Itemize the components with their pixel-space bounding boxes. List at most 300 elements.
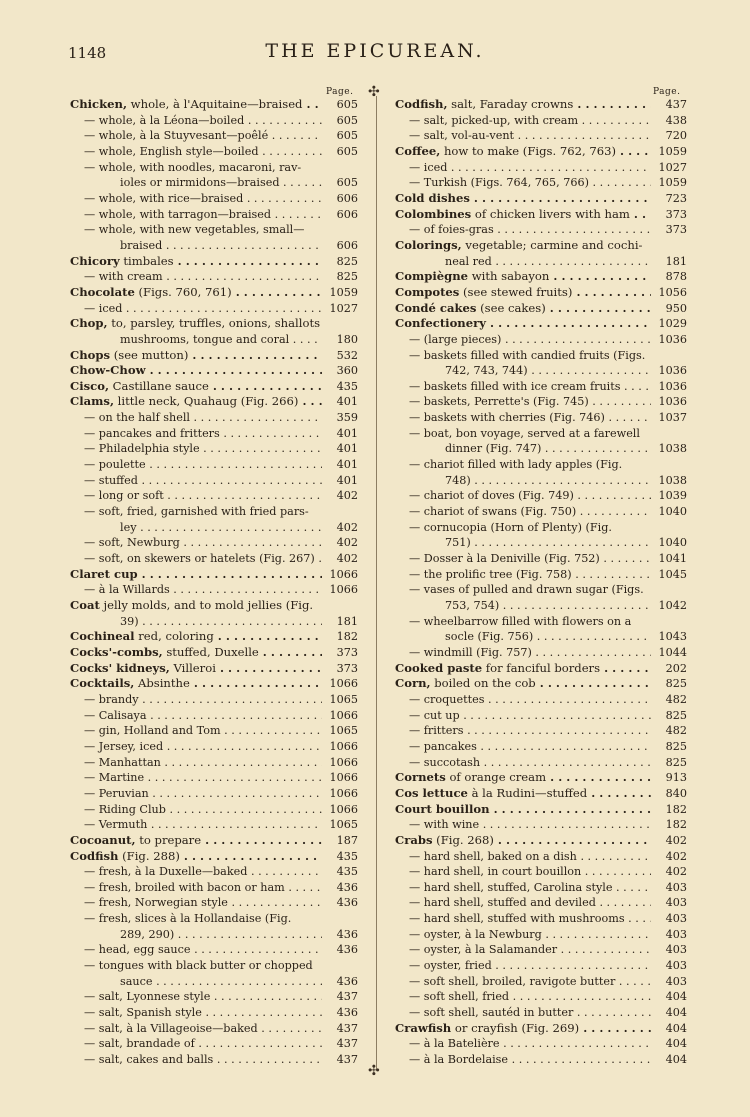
entry-text [70, 598, 322, 614]
entry-page-number: 436 [336, 974, 358, 988]
index-entry [70, 410, 358, 426]
index-entry [395, 645, 687, 661]
entry-page-number: 1066 [329, 771, 358, 785]
index-entry [70, 911, 358, 927]
entry-text [70, 567, 322, 583]
entry-page-number: 605 [336, 129, 358, 143]
index-entry [70, 144, 358, 160]
entry-text [395, 708, 651, 724]
entry-description: — à la Willards [84, 583, 170, 597]
entry-page-number: 840 [665, 786, 687, 800]
entry-keyword: Chicken, [70, 97, 127, 111]
entry-page-number: 180 [336, 332, 358, 346]
running-head-title: THE EPICUREAN. [265, 40, 485, 62]
index-entry [70, 661, 358, 677]
index-entry [70, 175, 358, 191]
index-entry [395, 520, 687, 536]
entry-page-number: 1027 [329, 301, 358, 315]
entry-page-number: 825 [665, 755, 687, 769]
entry-keyword: Chicory [70, 253, 120, 268]
entry-keyword: Chops [70, 347, 111, 362]
entry-description: — baskets, Perrette's (Fig. 745) [409, 395, 589, 409]
entry-text [70, 927, 322, 943]
entry-description: — Jersey, iced [84, 739, 164, 753]
entry-page-number: 532 [336, 348, 358, 362]
entry-page-number: 202 [665, 661, 687, 675]
entry-description: — with cream [84, 270, 163, 284]
entry-page-number: 437 [336, 990, 358, 1004]
index-entry [70, 457, 358, 473]
entry-text [70, 473, 322, 489]
entry-text [395, 128, 651, 144]
entry-text [395, 958, 651, 974]
entry-page-number: 1042 [658, 599, 687, 612]
index-entry [70, 598, 358, 614]
entry-description: timbales [119, 253, 174, 268]
entry-page-number: 402 [336, 552, 358, 566]
index-entry [395, 488, 687, 504]
index-column-left [70, 97, 358, 1068]
entry-text [70, 238, 322, 254]
entry-description: — Manhattan [84, 755, 161, 769]
index-entry [70, 614, 358, 630]
entry-page-number: 403 [665, 959, 687, 973]
entry-page-number: 1066 [329, 739, 358, 753]
entry-description: — whole, à la Léona—boiled [84, 113, 245, 127]
entry-keyword: Cocks'-combs, [70, 644, 163, 659]
entry-keyword: Cooked paste [395, 660, 483, 675]
entry-text [70, 1036, 322, 1052]
index-entry [395, 895, 687, 911]
index-entry [395, 692, 687, 708]
entry-keyword: Crawfish [395, 1020, 452, 1035]
entry-text [395, 927, 651, 943]
index-entry [395, 222, 687, 238]
entry-description: — salt, brandade of [84, 1037, 195, 1051]
entry-page-number: 482 [665, 724, 687, 738]
entry-description: sauce [120, 974, 153, 988]
entry-text [395, 473, 651, 489]
entry-text [70, 958, 322, 974]
entry-page-number: 1038 [658, 473, 687, 487]
index-entry [70, 97, 358, 113]
index-entry [395, 958, 687, 974]
entry-text [395, 113, 651, 129]
entry-description: — hard shell, in court bouillon [409, 865, 582, 879]
entry-page-number: 605 [336, 144, 358, 158]
index-entry [70, 238, 358, 254]
entry-text [70, 410, 322, 426]
entry-page-number: 878 [665, 270, 687, 284]
entry-keyword: Crabs [395, 832, 433, 847]
entry-keyword: Clams, [70, 394, 114, 409]
entry-text [70, 1021, 322, 1037]
index-entry [395, 426, 687, 442]
entry-page-number: 403 [665, 880, 687, 894]
entry-page-number: 359 [336, 411, 358, 425]
entry-text [395, 1052, 651, 1068]
entry-text [395, 629, 651, 645]
entry-keyword: Codfish [70, 848, 119, 863]
entry-description: — of foies-gras [409, 223, 494, 237]
entry-description: — whole, English style—boiled [84, 144, 259, 158]
entry-text [70, 1005, 322, 1021]
entry-description: — hard shell, stuffed with mushrooms [409, 912, 625, 926]
index-entry [70, 1052, 358, 1068]
entry-page-number: 1059 [329, 285, 358, 299]
entry-text [70, 1052, 322, 1068]
entry-page-number: 181 [336, 614, 358, 628]
entry-page-number: 403 [665, 912, 687, 926]
entry-keyword: Colorings, [395, 237, 462, 252]
entry-description: — croquettes [409, 692, 485, 706]
index-entry [395, 661, 687, 677]
entry-text [395, 222, 651, 238]
index-entry [395, 113, 687, 129]
entry-page-number: 401 [336, 458, 358, 472]
index-entry [395, 160, 687, 176]
entry-description: — fresh, broiled with bacon or ham [84, 880, 285, 894]
entry-text [395, 269, 651, 285]
entry-page-number: 1037 [658, 411, 687, 425]
entry-description: — baskets with cherries (Fig. 746) [409, 411, 605, 425]
entry-page-number: 373 [665, 207, 687, 221]
entry-text [70, 285, 322, 301]
entry-description: — salt, à la Villageoise—baked [84, 1021, 258, 1035]
entry-text [70, 332, 322, 348]
entry-description: of orange cream [445, 770, 547, 785]
entry-description: — whole, with rice—braised [84, 191, 244, 205]
index-entry [70, 864, 358, 880]
entry-page-number: 404 [665, 1021, 687, 1035]
index-entry [70, 676, 358, 692]
entry-text [70, 207, 322, 223]
entry-description: — salt, picked-up, with cream [409, 113, 579, 127]
entry-page-number: 360 [336, 364, 358, 378]
page-header [0, 38, 750, 68]
entry-keyword: Court bouillon [395, 801, 490, 816]
entry-page-number: 1066 [329, 755, 358, 769]
index-entry [395, 755, 687, 771]
page-number: 1148 [68, 44, 107, 62]
entry-page-number: 437 [336, 1053, 358, 1067]
entry-page-number: 1038 [658, 442, 687, 456]
entry-description: — succotash [409, 755, 481, 769]
entry-text [395, 739, 651, 755]
column-divider [376, 96, 377, 1070]
entry-description: — Martine [84, 771, 145, 785]
entry-page-number: 373 [336, 645, 358, 659]
entry-description: — soft shell, sautéd in butter [409, 1006, 574, 1020]
entry-description: — salt, vol-au-vent [409, 129, 515, 143]
entry-text [70, 426, 322, 442]
entry-text [395, 441, 651, 457]
entry-keyword: Cos lettuce [395, 785, 468, 800]
entry-page-number: 436 [336, 1006, 358, 1020]
entry-description: — hard shell, baked on a dish [409, 849, 577, 863]
entry-text [395, 144, 651, 160]
index-entry [395, 269, 687, 285]
entry-description: — brandy [84, 692, 139, 706]
entry-page-number: 404 [665, 990, 687, 1004]
entry-text [70, 802, 322, 818]
index-entry [395, 770, 687, 786]
entry-description: (Fig. 288) [118, 848, 180, 863]
entry-text [70, 222, 322, 238]
page-column-label-right: Page. [653, 87, 681, 97]
index-entry [395, 473, 687, 489]
index-entry [395, 676, 687, 692]
entry-text [395, 817, 651, 833]
entry-description: — gin, Holland and Tom [84, 724, 221, 738]
index-entry [395, 974, 687, 990]
entry-description: — whole, à la Stuyvesant—poêlé [84, 129, 269, 143]
entry-description: — oyster, à la Salamander [409, 943, 558, 957]
entry-description: — soft shell, broiled, ravigote butter [409, 974, 616, 988]
index-entry [70, 849, 358, 865]
entry-description: 751) [445, 536, 471, 550]
entry-description: — (large pieces) [409, 332, 502, 346]
entry-description: whole, à l'Aquitaine—braised [127, 97, 303, 111]
index-entry [70, 473, 358, 489]
entry-page-number: 182 [665, 818, 687, 832]
entry-page-number: 182 [665, 802, 687, 816]
entry-text [395, 97, 651, 113]
entry-text [395, 457, 651, 473]
entry-keyword: Coffee, [395, 143, 441, 158]
entry-keyword: Compotes [395, 284, 460, 299]
entry-text [395, 614, 651, 630]
entry-description: (Figs. 760, 761) [134, 284, 232, 299]
entry-text [395, 238, 651, 254]
entry-text [70, 661, 322, 677]
index-entry [395, 927, 687, 943]
entry-text [395, 520, 651, 536]
index-entry [395, 504, 687, 520]
entry-text [395, 770, 651, 786]
entry-page-number: 1045 [658, 567, 687, 581]
entry-description: — salt, Lyonnese style [84, 990, 211, 1004]
entry-text [70, 723, 322, 739]
index-entry [395, 629, 687, 645]
entry-text [70, 629, 322, 645]
entry-description: — with wine [409, 818, 480, 832]
entry-text [395, 1005, 651, 1021]
entry-text [395, 488, 651, 504]
entry-description: Villeroi [169, 660, 216, 675]
entry-text [395, 1021, 651, 1037]
entry-page-number: 403 [665, 927, 687, 941]
entry-text [70, 551, 322, 567]
index-entry [70, 426, 358, 442]
entry-description: dinner (Fig. 747) [445, 442, 542, 456]
entry-description: — vases of pulled and drawn sugar (Figs. [409, 583, 644, 597]
entry-description: — à la Batelière [409, 1037, 500, 1051]
entry-page-number: 1027 [658, 160, 687, 174]
index-entry [395, 144, 687, 160]
entry-text [70, 645, 322, 661]
entry-description: — soft, fried, garnished with fried pars- [84, 505, 309, 519]
index-entry [395, 989, 687, 1005]
entry-description: ley [120, 520, 137, 534]
entry-page-number: 605 [336, 176, 358, 190]
index-entry [395, 833, 687, 849]
entry-description: — the prolific tree (Fig. 758) [409, 567, 572, 581]
entry-keyword: Cochineal [70, 629, 135, 644]
entry-page-number: 435 [336, 849, 358, 863]
entry-description: — chariot of doves (Fig. 749) [409, 489, 574, 503]
entry-description: — iced [84, 301, 123, 315]
entry-description: little neck, Quahaug (Fig. 266) [113, 394, 299, 409]
index-entry [395, 457, 687, 473]
entry-page-number: 404 [665, 1037, 687, 1051]
entry-page-number: 436 [336, 880, 358, 894]
entry-page-number: 825 [665, 677, 687, 691]
entry-text [70, 457, 322, 473]
entry-text [70, 97, 322, 113]
entry-text [70, 817, 322, 833]
index-entry [395, 786, 687, 802]
entry-text [70, 160, 322, 176]
entry-page-number: 436 [336, 927, 358, 941]
index-entry [70, 222, 358, 238]
entry-page-number: 825 [336, 254, 358, 268]
entry-text [395, 895, 651, 911]
index-entry [70, 254, 358, 270]
entry-description: — Turkish (Figs. 764, 765, 766) [409, 176, 589, 190]
entry-text [70, 864, 322, 880]
entry-description: — salt, cakes and balls [84, 1053, 214, 1067]
entry-description: — Dosser à la Deniville (Fig. 752) [409, 552, 600, 566]
entry-description: — chariot of swans (Fig. 750) [409, 505, 577, 519]
entry-text [395, 692, 651, 708]
page-column-label-left: Page. [326, 87, 354, 97]
entry-description: how to make (Figs. 762, 763) [440, 143, 616, 158]
entry-page-number: 402 [665, 849, 687, 863]
index-entry [395, 410, 687, 426]
entry-description: boiled on the cob [430, 676, 536, 691]
entry-description: — soft shell, fried [409, 990, 510, 1004]
index-entry [395, 849, 687, 865]
entry-page-number: 1066 [329, 708, 358, 722]
entry-page-number: 437 [336, 1037, 358, 1051]
entry-text [70, 488, 322, 504]
entry-description: — cut up [409, 708, 460, 722]
entry-text [395, 974, 651, 990]
entry-description: to prepare [135, 832, 202, 847]
entry-text [70, 254, 322, 270]
entry-page-number: 373 [665, 223, 687, 237]
entry-description: Castillane sauce [109, 378, 209, 393]
entry-page-number: 435 [336, 379, 358, 393]
index-entry [70, 927, 358, 943]
entry-keyword: Coat [70, 598, 100, 612]
index-entry [395, 441, 687, 457]
index-entry [70, 113, 358, 129]
entry-text [70, 942, 322, 958]
entry-page-number: 437 [336, 1021, 358, 1035]
entry-description: or crayfish (Fig. 269) [451, 1020, 580, 1035]
entry-text [395, 989, 651, 1005]
index-entry [70, 692, 358, 708]
entry-page-number: 1066 [329, 677, 358, 691]
index-entry [70, 285, 358, 301]
entry-keyword: Claret cup [70, 566, 138, 581]
entry-text [395, 645, 651, 661]
entry-description: — stuffed [84, 473, 138, 487]
entry-description: — oyster, à la Newburg [409, 927, 542, 941]
entry-description: — whole, with tarragon—braised [84, 207, 272, 221]
entry-text [70, 692, 322, 708]
entry-description: — Vermuth [84, 818, 148, 832]
entry-page-number: 950 [665, 301, 687, 315]
entry-keyword: Corn, [395, 676, 431, 691]
index-entry [70, 269, 358, 285]
index-entry [70, 1021, 358, 1037]
index-entry [70, 488, 358, 504]
entry-text [395, 833, 651, 849]
index-entry [395, 394, 687, 410]
entry-text [70, 614, 322, 630]
entry-text [70, 504, 322, 520]
entry-page-number: 1059 [658, 176, 687, 190]
entry-keyword: Chop, [70, 316, 108, 331]
entry-text [70, 535, 322, 551]
index-entry [70, 191, 358, 207]
entry-description: socle (Fig. 756) [445, 630, 534, 644]
index-entry [395, 175, 687, 191]
entry-page-number: 402 [336, 520, 358, 534]
entry-description: salt, Faraday crowns [447, 97, 574, 111]
entry-description: — boat, bon voyage, served at a farewell [409, 426, 640, 440]
index-entry [395, 301, 687, 317]
entry-text [70, 316, 322, 332]
index-entry [395, 1005, 687, 1021]
entry-page-number: 720 [665, 129, 687, 143]
entry-page-number: 913 [665, 771, 687, 785]
index-entry [395, 238, 687, 254]
entry-description: — pancakes and fritters [84, 426, 220, 440]
entry-keyword: Chow-Chow [70, 363, 146, 378]
index-entry [395, 864, 687, 880]
entry-keyword: Cisco, [70, 378, 109, 393]
entry-description: — pancakes [409, 739, 477, 753]
index-entry [70, 817, 358, 833]
entry-description: (see mutton) [110, 347, 189, 362]
index-entry [70, 394, 358, 410]
index-entry [395, 739, 687, 755]
entry-page-number: 605 [336, 113, 358, 127]
entry-description: red, coloring [134, 629, 214, 644]
entry-page-number: 606 [336, 191, 358, 205]
entry-keyword: Codfish, [395, 97, 448, 111]
index-entry [70, 1036, 358, 1052]
entry-page-number: 1066 [329, 786, 358, 800]
index-entry [395, 285, 687, 301]
entry-text [70, 269, 322, 285]
entry-text [395, 942, 651, 958]
entry-page-number: 1065 [329, 692, 358, 706]
entry-page-number: 1036 [658, 395, 687, 409]
entry-page-number: 606 [336, 207, 358, 221]
index-entry [70, 739, 358, 755]
entry-text [395, 786, 651, 802]
entry-page-number: 1066 [329, 583, 358, 597]
entry-text [70, 301, 322, 317]
entry-text [70, 363, 322, 379]
entry-description: 289, 290) [120, 927, 175, 941]
index-entry [395, 911, 687, 927]
